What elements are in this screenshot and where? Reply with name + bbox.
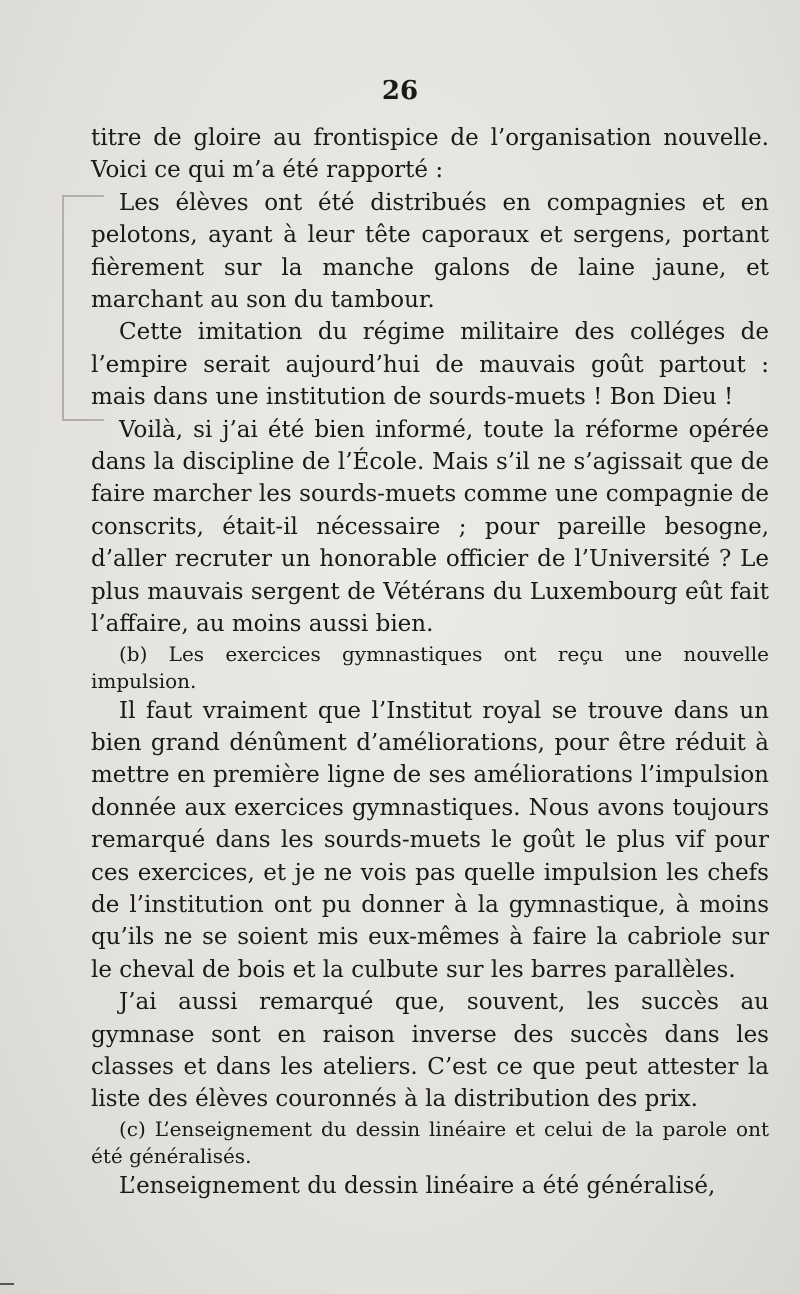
note-b-gymnastics: (b) Les exercices gymnastiques ont reçu une nouvelle impulsion. [91,641,769,693]
paragraph-reform: Voilà, si j’ai été bien informé, toute la réforme opérée dans la discipline de l’École. Mais s’il ne s’agissait que de faire marcher les sourds-muets comme une compagnie de conscrits, était-il nécessaire ; pour pareille besogne, d’aller recruter un honorable officier de l’Université ? Le plus mauvais sergent de Vétérans du Luxembourg eût fait l’affaire, au moins aussi bien. [91,416,769,638]
paragraph-companies: Les élèves ont été distribués en compagnies et en pelotons, ayant à leur tête caporaux et sergens, portant fièrement sur la manche galons de laine jaune, et marchant au son du tambour. [91,189,769,314]
edge-tick-mark [0,1283,14,1285]
paragraph-success: J’ai aussi remarqué que, souvent, les succès au gymnase sont en raison inverse des succès dans les classes et dans les ateliers. C’est ce que peut attester la liste des élèves couronnés à la distribution des prix. [91,989,769,1113]
paragraph-continuation: titre de gloire au frontispice de l’organisation nouvelle. Voici ce qui m’a été rapporté : [91,125,769,184]
body-text [91,122,769,1202]
paragraph-gymnastics: Il faut vraiment que l’Institut royal se trouve dans un bien grand dénûment d’améliorations, pour être réduit à mettre en première ligne de ses améliorations l’impulsion donnée aux exercices gymnastiques. Nous avons toujours remarqué dans les sourds-muets le goût le plus vif pour ces exercices, et je ne vois pas quelle impulsion les chefs de l’institution ont pu donner à la gymnastique, à moins qu’ils ne se soient mis eux-mêmes à faire la cabriole sur le cheval de bois et la culbute sur les barres parallèles. [91,697,769,983]
paragraph-imitation: Cette imitation du régime militaire des colléges de l’empire serait aujourd’hui de mauvais goût partout : mais dans une institution de sourds-muets ! Bon Dieu ! [91,319,769,411]
paragraph-drawing: L’enseignement du dessin linéaire a été généralisé, [119,1172,716,1199]
note-c-drawing: (c) L’enseignement du dessin linéaire et celui de la parole ont été généralisés. [91,1116,769,1168]
page-number: 26 [381,76,419,106]
